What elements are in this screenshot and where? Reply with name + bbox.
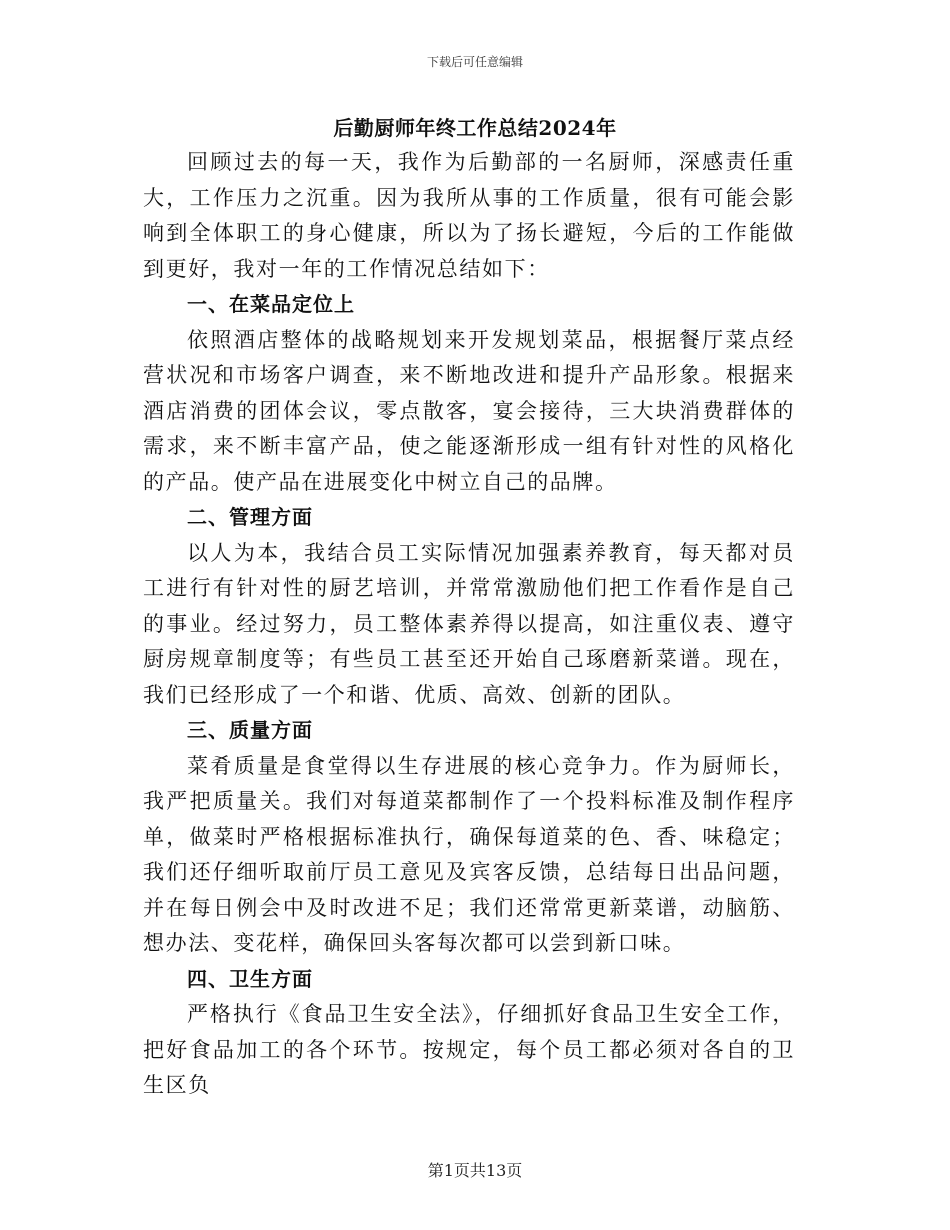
document-body <box>143 145 795 1104</box>
section-body-1: 依照酒店整体的战略规划来开发规划菜品，根据餐厅菜点经营状况和市场客户调查，来不断地改进和提升产品形象。根据来酒店消费的团体会议，零点散客，宴会接待，三大块消费群体的需求，来不断丰富产品，使之能逐渐形成一组有针对性的风格化的产品。使产品在进展变化中树立自己的品牌。 <box>143 327 795 494</box>
section-body-4: 严格执行《食品卫生安全法》，仔细抓好食品卫生安全工作，把好食品加工的各个环节。按规定，每个员工都必须对各自的卫生区负 <box>143 1002 795 1097</box>
section-heading-1: 一、在菜品定位上 <box>187 292 355 316</box>
document-title: 后勤厨师年终工作总结2024年 <box>333 116 617 140</box>
section-heading-4: 四、卫生方面 <box>187 966 313 991</box>
page-footer: 第1页共13页 <box>427 1161 523 1180</box>
section-heading-2: 二、管理方面 <box>187 505 313 529</box>
section-body-2: 以人为本，我结合员工实际情况加强素养教育，每天都对员工进行有针对性的厨艺培训，并常常激励他们把工作看作是自己的事业。经过努力，员工整体素养得以提高，如注重仪表、遵守厨房规章制度等；有些员工甚至还开始自己琢磨新菜谱。现在，我们已经形成了一个和谐、优质、高效、创新的团队。 <box>143 540 795 707</box>
intro-paragraph: 回顾过去的每一天，我作为后勤部的一名厨师，深感责任重大，工作压力之沉重。因为我所从事的工作质量，很有可能会影响到全体职工的身心健康，所以为了扬长避短，今后的工作能做到更好，我对一年的工作情况总结如下： <box>143 150 795 281</box>
section-body-3: 菜肴质量是食堂得以生存进展的核心竞争力。作为厨师长，我严把质量关。我们对每道菜都制作了一个投料标准及制作程序单，做菜时严格根据标准执行，确保每道菜的色、香、味稳定；我们还仔细听取前厅员工意见及宾客反馈，总结每日出品问题，并在每日例会中及时改进不足；我们还常常更新菜谱，动脑筋、想办法、变花样，确保回头客每次都可以尝到新口味。 <box>143 753 795 955</box>
header-note: 下载后可任意编辑 <box>426 55 523 69</box>
section-heading-3: 三、质量方面 <box>187 718 313 742</box>
